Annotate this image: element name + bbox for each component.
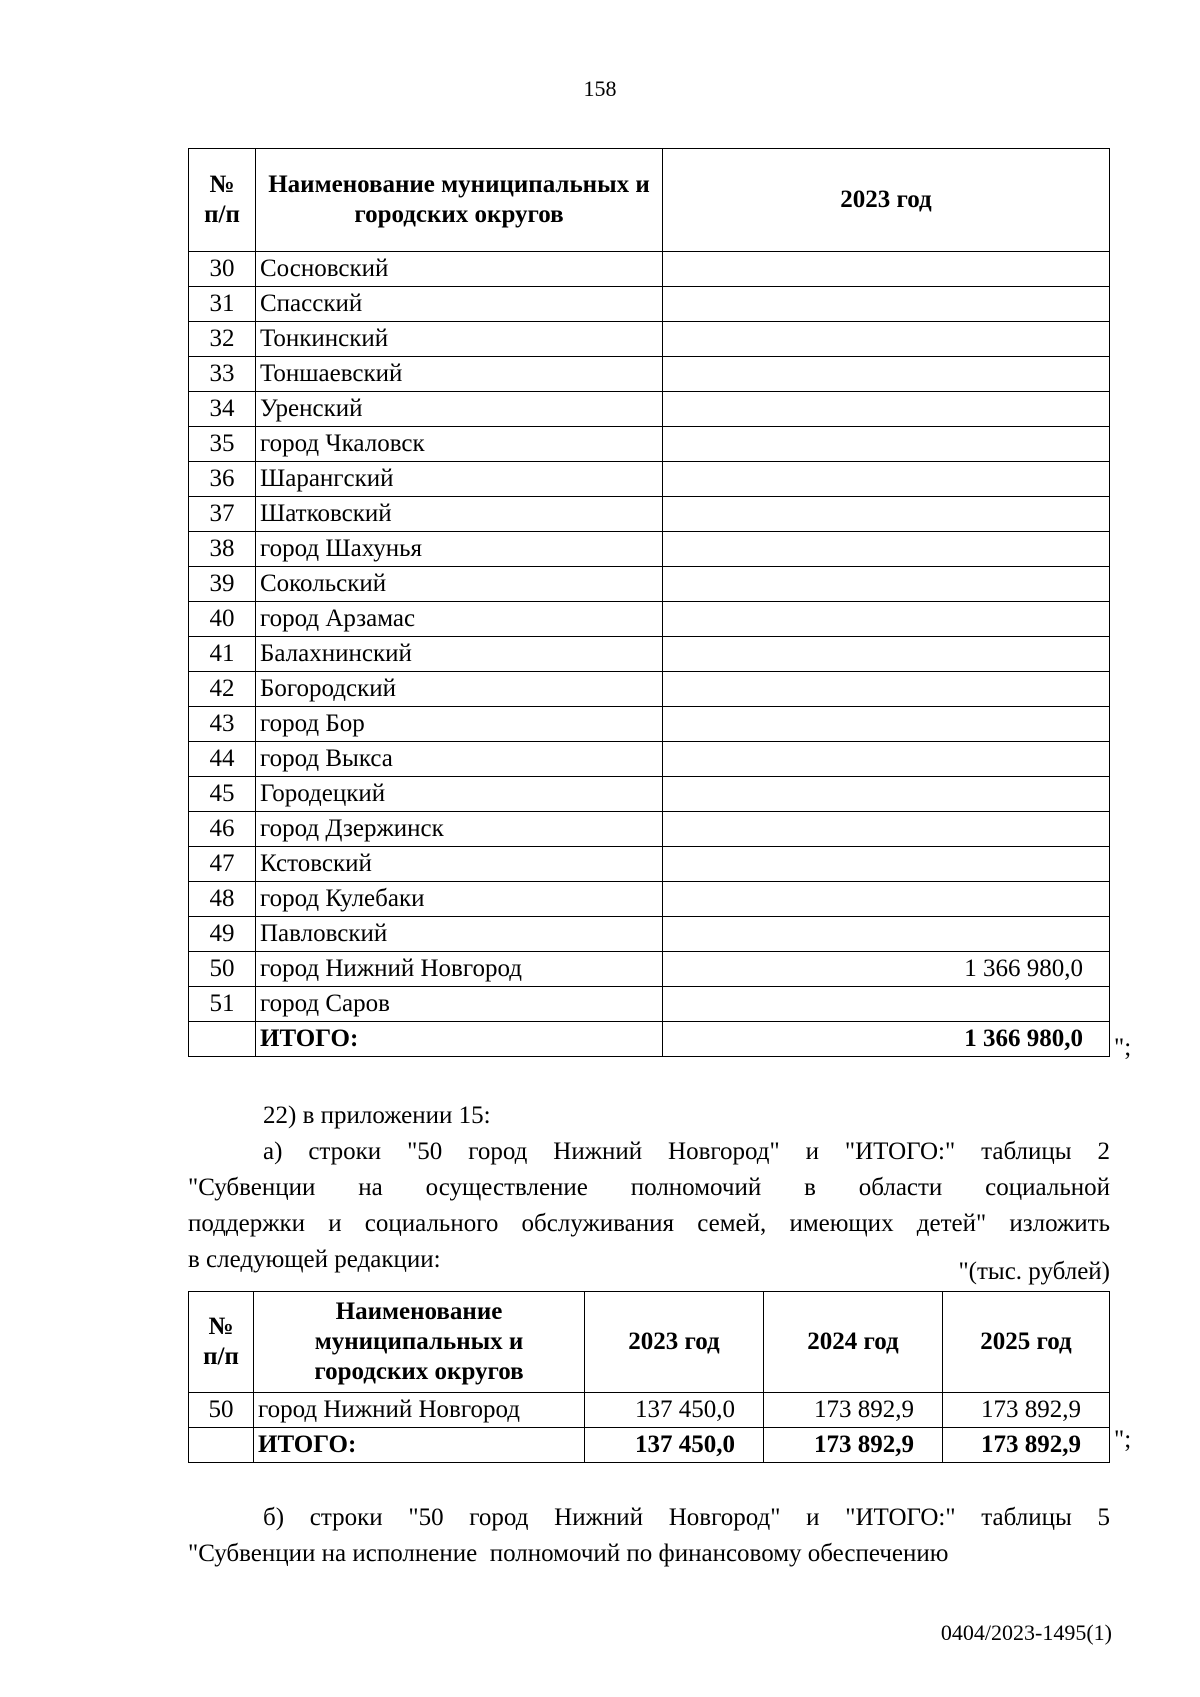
total-value-2025: 173 892,9	[943, 1428, 1110, 1463]
row-number: 38	[189, 532, 256, 567]
row-value-2023	[663, 462, 1110, 497]
row-number: 40	[189, 602, 256, 637]
header-year-2024: 2024 год	[764, 1292, 943, 1393]
paragraph-line: в следующей редакции:	[188, 1246, 441, 1273]
row-district-name: Уренский	[256, 392, 663, 427]
row-number: 50	[189, 952, 256, 987]
row-value-2023	[663, 532, 1110, 567]
paragraph-line: "Субвенции на исполнение полномочий по финансовому обеспечению	[188, 1540, 949, 1567]
table-row	[189, 497, 1110, 532]
row-value-2023	[663, 917, 1110, 952]
header-year-2023: 2023 год	[663, 149, 1110, 252]
row-district-name: Сосновский	[256, 252, 663, 287]
row-number: 44	[189, 742, 256, 777]
table-row	[189, 777, 1110, 812]
row-number: 47	[189, 847, 256, 882]
row-number: 45	[189, 777, 256, 812]
total-label: ИТОГО:	[254, 1428, 585, 1463]
table-row	[189, 602, 1110, 637]
total-number-cell	[189, 1428, 254, 1463]
row-number: 41	[189, 637, 256, 672]
row-number: 30	[189, 252, 256, 287]
row-value-2023	[663, 812, 1110, 847]
units-label: "(тыс. рублей)	[958, 1258, 1110, 1285]
row-value-2024: 173 892,9	[764, 1393, 943, 1428]
total-value-2023: 137 450,0	[585, 1428, 764, 1463]
row-district-name: Шатковский	[256, 497, 663, 532]
row-number: 48	[189, 882, 256, 917]
table-row	[189, 462, 1110, 497]
row-district-name: Кстовский	[256, 847, 663, 882]
row-number: 35	[189, 427, 256, 462]
table-row	[189, 532, 1110, 567]
row-value-2023	[663, 357, 1110, 392]
table-row	[189, 357, 1110, 392]
row-number: 31	[189, 287, 256, 322]
table-row	[189, 637, 1110, 672]
header-number: № п/п	[189, 1292, 254, 1393]
total-value-2023: 1 366 980,0	[663, 1022, 1110, 1057]
table-header-row	[189, 1292, 1110, 1393]
table-row	[189, 882, 1110, 917]
table-header-row	[189, 149, 1110, 252]
row-value-2023	[663, 497, 1110, 532]
row-value-2023	[663, 882, 1110, 917]
row-number: 46	[189, 812, 256, 847]
row-number: 36	[189, 462, 256, 497]
row-value-2023: 137 450,0	[585, 1393, 764, 1428]
total-number-cell	[189, 1022, 256, 1057]
row-number: 42	[189, 672, 256, 707]
row-district-name: Павловский	[256, 917, 663, 952]
table1-end-mark: ";	[1114, 1034, 1132, 1061]
row-district-name: Тоншаевский	[256, 357, 663, 392]
row-number: 33	[189, 357, 256, 392]
row-district-name: Богородский	[256, 672, 663, 707]
paragraph-line: а) строки "50 город Нижний Новгород" и "ИТОГО:" таблицы 2	[263, 1138, 1110, 1165]
row-district-name: Шарангский	[256, 462, 663, 497]
table-row	[189, 252, 1110, 287]
districts-table-2023	[188, 148, 1110, 1057]
row-value-2023	[663, 777, 1110, 812]
row-value-2023	[663, 742, 1110, 777]
row-district-name: город Кулебаки	[256, 882, 663, 917]
row-number: 34	[189, 392, 256, 427]
header-year-2023: 2023 год	[585, 1292, 764, 1393]
paragraph-appendix-15: 22) в приложении 15:	[263, 1102, 491, 1129]
header-district-name: Наименование муниципальных и городских округов	[256, 149, 663, 252]
row-district-name: Балахнинский	[256, 637, 663, 672]
row-value-2023	[663, 322, 1110, 357]
total-label: ИТОГО:	[256, 1022, 663, 1057]
row-district-name: город Арзамас	[256, 602, 663, 637]
row-value-2023	[663, 567, 1110, 602]
row-number: 49	[189, 917, 256, 952]
row-value-2023	[663, 252, 1110, 287]
row-number: 50	[189, 1393, 254, 1428]
header-number: № п/п	[189, 149, 256, 252]
total-row	[189, 1022, 1110, 1057]
table2-end-mark: ";	[1114, 1426, 1132, 1453]
row-value-2023	[663, 987, 1110, 1022]
row-number: 43	[189, 707, 256, 742]
row-district-name: город Бор	[256, 707, 663, 742]
row-district-name: город Выкса	[256, 742, 663, 777]
header-year-2025: 2025 год	[943, 1292, 1110, 1393]
row-value-2023	[663, 427, 1110, 462]
paragraph-line: поддержки и социального обслуживания семей, имеющих детей" изложить	[188, 1210, 1110, 1237]
row-district-name: город Нижний Новгород	[254, 1393, 585, 1428]
header-district-name: Наименование муниципальных и городских округов	[254, 1292, 585, 1393]
row-value-2023	[663, 287, 1110, 322]
table-row	[189, 392, 1110, 427]
table-row	[189, 567, 1110, 602]
document-code: 0404/2023-1495(1)	[940, 1620, 1112, 1645]
row-district-name: город Чкаловск	[256, 427, 663, 462]
table-row	[189, 287, 1110, 322]
table-row	[189, 847, 1110, 882]
row-district-name: Городецкий	[256, 777, 663, 812]
row-value-2023	[663, 637, 1110, 672]
row-district-name: город Дзержинск	[256, 812, 663, 847]
page-number: 158	[583, 76, 617, 101]
table-row	[189, 987, 1110, 1022]
row-value-2023	[663, 602, 1110, 637]
paragraph-line: "Субвенции на осуществление полномочий в области социальной	[188, 1174, 1110, 1201]
table-row	[189, 672, 1110, 707]
row-number: 39	[189, 567, 256, 602]
row-number: 51	[189, 987, 256, 1022]
row-value-2023	[663, 847, 1110, 882]
row-value-2025: 173 892,9	[943, 1393, 1110, 1428]
table-row	[189, 322, 1110, 357]
total-value-2024: 173 892,9	[764, 1428, 943, 1463]
total-row	[189, 1428, 1110, 1463]
table-row	[189, 812, 1110, 847]
row-district-name: город Саров	[256, 987, 663, 1022]
row-district-name: Спасский	[256, 287, 663, 322]
row-number: 32	[189, 322, 256, 357]
row-value-2023	[663, 707, 1110, 742]
row-value-2023	[663, 672, 1110, 707]
table-row	[189, 917, 1110, 952]
paragraph-line: б) строки "50 город Нижний Новгород" и "ИТОГО:" таблицы 5	[263, 1504, 1110, 1531]
table-row	[189, 707, 1110, 742]
row-value-2023	[663, 392, 1110, 427]
subvention-table-2	[188, 1291, 1110, 1463]
row-district-name: Сокольский	[256, 567, 663, 602]
table-row	[189, 952, 1110, 987]
row-number: 37	[189, 497, 256, 532]
row-district-name: Тонкинский	[256, 322, 663, 357]
row-district-name: город Нижний Новгород	[256, 952, 663, 987]
table-row	[189, 742, 1110, 777]
row-value-2023: 1 366 980,0	[663, 952, 1110, 987]
table-row	[189, 1393, 1110, 1428]
table-row	[189, 427, 1110, 462]
row-district-name: город Шахунья	[256, 532, 663, 567]
